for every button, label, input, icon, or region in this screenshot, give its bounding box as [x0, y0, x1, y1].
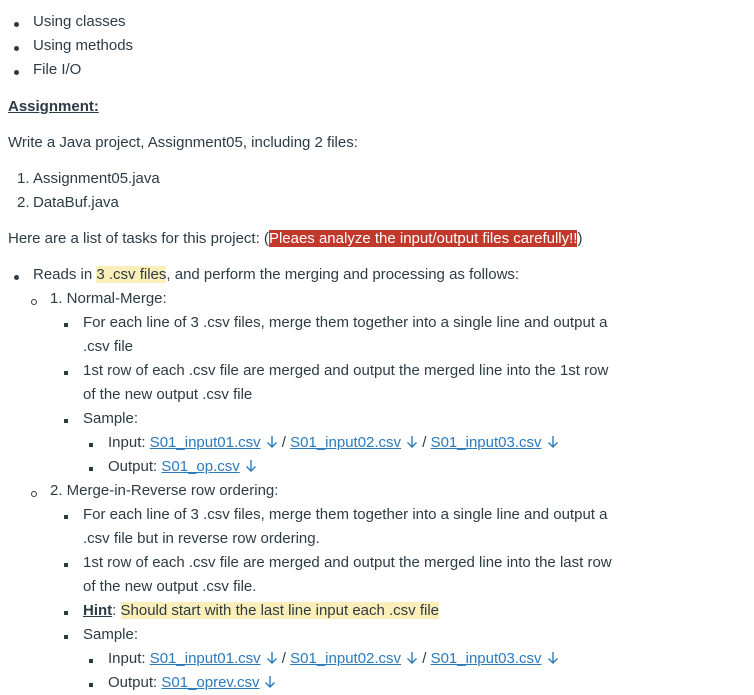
download-arrow-icon[interactable] [406, 435, 418, 449]
topic-item: File I/O [33, 61, 82, 78]
hint-label: Hint [83, 602, 113, 619]
normal-merge-item: For each line of 3 .csv files, merge them together into a single line and output a [83, 314, 608, 331]
topic-item: Using methods [33, 37, 134, 54]
download-arrow-icon[interactable] [547, 651, 559, 665]
download-arrow-icon[interactable] [266, 651, 278, 665]
tasks-intro: Here are a list of tasks for this project: (Pleaes analyze the input/output files carefully!!) [8, 230, 583, 247]
download-arrow-icon[interactable] [547, 435, 559, 449]
normal-merge-title: 1. Normal-Merge: [50, 290, 167, 307]
reverse-merge-item: For each line of 3 .csv files, merge them together into a single line and output a [83, 506, 608, 523]
file-link-output[interactable]: S01_op.csv [161, 458, 240, 475]
download-arrow-icon[interactable] [264, 675, 276, 689]
assignment-heading: Assignment: [8, 98, 99, 115]
reverse-merge-item: 1st row of each .csv file are merged and output the merged line into the last row [83, 554, 612, 571]
reverse-merge-input-row: Input: S01_input01.csv / S01_input02.csv / S01_input03.csv [14, 647, 734, 671]
normal-merge-sample: Sample: [83, 410, 139, 427]
file-item: 1. Assignment05.java [17, 170, 160, 187]
download-arrow-icon[interactable] [406, 651, 418, 665]
file-link-input02[interactable]: S01_input02.csv [290, 650, 402, 667]
reverse-merge-sample: Sample: [83, 626, 139, 643]
alert-highlight: Pleaes analyze the input/output files carefully!! [268, 230, 578, 247]
normal-merge-input-row: Input: S01_input01.csv / S01_input02.csv / S01_input03.csv [14, 431, 734, 455]
file-link-input02[interactable]: S01_input02.csv [290, 434, 402, 451]
file-link-input01[interactable]: S01_input01.csv [149, 434, 261, 451]
reverse-merge-item-cont: .csv file but in reverse row ordering. [83, 530, 320, 547]
file-link-input03[interactable]: S01_input03.csv [430, 434, 542, 451]
file-link-input01[interactable]: S01_input01.csv [149, 650, 261, 667]
download-arrow-icon[interactable] [266, 435, 278, 449]
normal-merge-item-cont: of the new output .csv file [83, 386, 253, 403]
file-item: 2. DataBuf.java [17, 194, 119, 211]
hint-highlight: Should start with the last line input each .csv file [120, 602, 440, 619]
reverse-merge-title: 2. Merge-in-Reverse row ordering: [50, 482, 279, 499]
reverse-merge-output-row: Output: S01_oprev.csv [14, 671, 734, 695]
normal-merge-output-row: Output: S01_op.csv [14, 455, 734, 479]
normal-merge-item: 1st row of each .csv file are merged and output the merged line into the 1st row [83, 362, 609, 379]
topics-list [14, 10, 133, 82]
tasks-list [14, 263, 734, 695]
file-link-input03[interactable]: S01_input03.csv [430, 650, 542, 667]
topic-item: Using classes [33, 13, 126, 30]
files-list [17, 167, 160, 215]
download-arrow-icon[interactable] [245, 459, 257, 473]
reverse-merge-item-cont: of the new output .csv file. [83, 578, 257, 595]
file-link-output[interactable]: S01_oprev.csv [161, 674, 260, 691]
normal-merge-item-cont: .csv file [83, 338, 134, 355]
reverse-merge-hint: Hint: Should start with the last line input each .csv file [83, 602, 440, 619]
intro-text: Write a Java project, Assignment05, including 2 files: [8, 134, 358, 151]
highlight-text: 3 .csv files [96, 266, 167, 283]
task-reads-item: Reads in 3 .csv files, and perform the merging and processing as follows: [33, 266, 520, 283]
